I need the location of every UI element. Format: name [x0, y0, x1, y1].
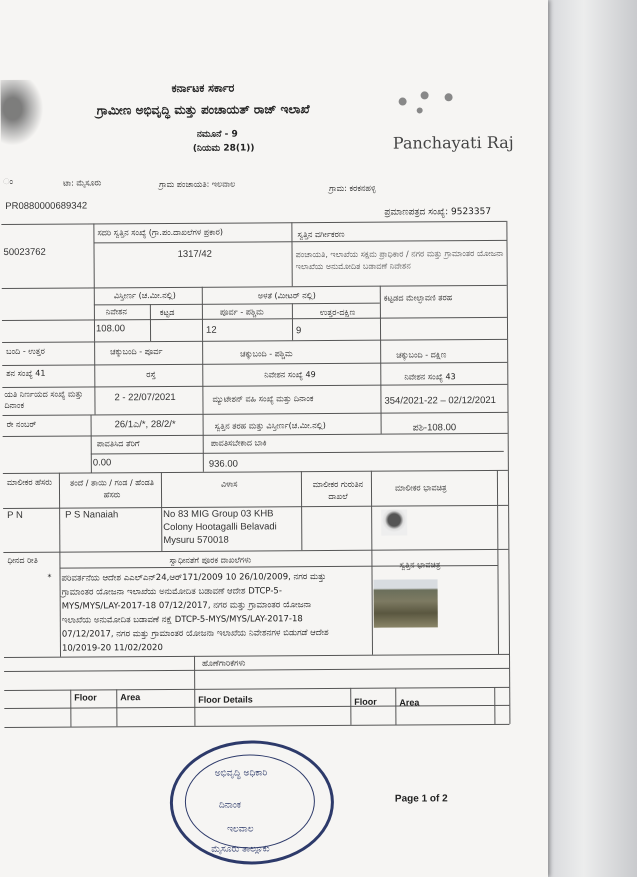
- north-south-label: ಉತ್ತರ-ದಕ್ಷಿಣ: [319, 307, 356, 318]
- dimension-label: ಅಳತೆ (ಮೀಟರ್ ನಲ್ಲಿ): [257, 291, 316, 301]
- west-label: ಚಕ್ಕುಬಂದಿ - ಪಶ್ಚಿಮ: [240, 349, 293, 359]
- address-label: ವಿಳಾಸ: [220, 479, 238, 489]
- paid-tax-value: 0.00: [92, 457, 112, 469]
- govt-title: ಕರ್ನಾಟಕ ಸರ್ಕಾರ: [171, 81, 235, 95]
- mutation-label: ಮ್ಯುಟೇಶನ್ ವಹಿ ಸಂಖ್ಯೆ ಮತ್ತು ದಿನಾಂಕ: [212, 394, 314, 404]
- resolution-label: ಯತಿ ನಿರ್ಣಯದ ಸಂಖ್ಯೆ ಮತ್ತು ದಿನಾಂಕ: [4, 389, 83, 410]
- south-label: ಚಕ್ಕುಬಂದಿ - ದಕ್ಷಿಣ: [396, 350, 447, 360]
- area-header-2: Area: [399, 697, 420, 708]
- seal-date-label: ದಿನಾಂಕ: [218, 800, 242, 811]
- acquisition-mode-label: ಧೀನದ ರೀತಿ: [7, 555, 38, 565]
- karnataka-emblem-icon: [0, 80, 48, 152]
- north-south-value: 9: [295, 325, 302, 337]
- floor-header: Floor: [74, 692, 97, 703]
- property-photo-label: ಸ್ವತ್ತಿನ ಭಾವಚಿತ್ರ: [399, 560, 441, 570]
- property-kind-label: ಸ್ವತ್ತಿನ ತರಹ ಮತ್ತು ವಿಸ್ತೀರ್ಣ(ಚ.ಮೀ.ನಲ್ಲಿ): [214, 421, 326, 431]
- property-kind-value: ಪಶಿ-108.00: [412, 422, 457, 434]
- address-line-2: Colony Hootagalli Belavadi: [163, 521, 277, 534]
- paid-tax-label: ಪಾವತಿಸಿದ ತೆರಿಗೆ: [96, 439, 140, 449]
- doc-line-6: 10/2019-20 11/02/2020: [61, 643, 163, 654]
- due-tax-value: 936.00: [208, 458, 238, 470]
- due-tax-label: ಪಾವತಿಸಬೇಕಾದ ಬಾಕಿ: [210, 438, 267, 448]
- owner-photo-label: ಮಾಲೀಕರ ಭಾವಚಿತ್ರ: [394, 483, 447, 493]
- survey-number: 1317/42: [177, 248, 212, 260]
- supporting-docs-label: ಸ್ವಾಧೀನತೆಗೆ ಪೂರಕ ದಾಖಲೆಗಳು: [169, 555, 252, 565]
- doc-line-5: 07/12/2017, ನಗರ ಮತ್ತು ಗ್ರಾಮಾಂತರ ಯೋಜನಾ ಇಲಾಖೆಯ ನಿವೇಶನಗಳ ಬಿಡುಗಡೆ ಆದೇಶ: [61, 628, 329, 640]
- seal-mid-text: ಇಲವಾಲ: [227, 824, 254, 835]
- doc-line-4: ಇಲಾಖೆಯ ಅನುಮೋದಿತ ಬಡಾವಣೆ ನಕ್ಷೆ DTCP-5-MYS/MYS/LAY-2017-18: [61, 614, 303, 626]
- floor-header-2: Floor: [354, 696, 377, 707]
- east-label: ಚಕ್ಕುಬಂದಿ - ಪೂರ್ವ: [110, 347, 163, 357]
- survey-number-label: ಸದರಿ ಸ್ವತ್ತಿನ ಸಂಖ್ಯೆ (ಗ್ರಾ.ಪಂ.ದಾಖಲೆಗಳ ಪ್ರಕಾರ): [97, 227, 223, 238]
- liabilities-label: ಹೊಣೆಗಾರಿಕೆಗಳು: [202, 658, 246, 668]
- extent-label: ವಿಸ್ತೀರ್ಣ (ಚ.ಮೀ.ನಲ್ಲಿ): [113, 290, 176, 301]
- brand-text: Panchayati Raj: [392, 132, 514, 153]
- owner-name: P N: [7, 509, 23, 521]
- north-label: ಬಂದಿ - ಉತ್ತರ: [6, 346, 45, 356]
- owner-name-label: ಮಾಲೀಕರ ಹೆಸರು: [6, 477, 53, 487]
- relation-name: P S Nanaiah: [65, 509, 119, 521]
- doc-line-3: MYS/MYS/LAY-2017-18 07/12/2017, ನಗರ ಮತ್ತು ಗ್ರಾಮಾಂತರ ಯೋಜನಾ: [61, 600, 312, 612]
- background-desk: [548, 0, 637, 877]
- seal-top-text: ಅಭಿವೃದ್ಧಿ ಅಧಿಕಾರಿ: [214, 768, 268, 779]
- address-line-3: Mysuru 570018: [163, 534, 229, 547]
- doc-line-2: ಗ್ರಾಮಾಂತರ ಯೋಜನಾ ಇಲಾಖೆಯ ಅನುಮೋದಿತ ಬಡಾವಣೆ ಆದೇಶ DTCP-5-: [61, 586, 282, 598]
- survey-ref-label: ರೇ ನಂಬರ್: [6, 419, 37, 429]
- resolution-value: 2 - 22/07/2021: [114, 391, 176, 404]
- page-number: Page 1 of 2: [394, 793, 448, 805]
- site-label: ನಿವೇಶನ: [105, 307, 127, 317]
- south-value: ನಿವೇಶನ ಸಂಖ್ಯೆ 43: [404, 372, 456, 382]
- mutation-value: 354/2021-22 – 02/12/2021: [384, 394, 496, 407]
- floor-details-header: Floor Details: [198, 694, 253, 705]
- building-type-label: ಕಟ್ಟಡದ ಮೇಲ್ಛಾವಣಿ ತರಹ: [383, 293, 453, 303]
- property-photo: [374, 579, 438, 627]
- taluk-short: ಂ: [3, 176, 14, 186]
- address-line-1: No 83 MIG Group 03 KHB: [163, 508, 274, 521]
- classification-label: ಸ್ವತ್ತಿನ ವರ್ಗೀಕರಣ: [297, 229, 345, 240]
- building-label: ಕಟ್ಟಡ: [159, 307, 175, 318]
- doc-line-1: ಪರಿವರ್ತನೆಯ ಆದೇಶ ಎಎಲ್ಎನ್24,ಆರ್171/2009 10 26/10/2009, ನಗರ ಮತ್ತು: [61, 572, 327, 584]
- owner-photo: [381, 510, 407, 536]
- west-value: ನಿವೇಶನ ಸಂಖ್ಯೆ 49: [264, 370, 316, 380]
- owner-id-label: ಮಾಲೀಕರ ಗುರುತಿನ ದಾಖಲೆ: [312, 479, 364, 502]
- panchayati-raj-logo: [387, 85, 537, 124]
- dept-title: ಗ್ರಾಮೀಣ ಅಭಿವೃದ್ಧಿ ಮತ್ತು ಪಂಚಾಯತ್ ರಾಜ್ ಇಲಾಖೆ: [96, 102, 310, 118]
- property-id: PR0880000689342: [5, 200, 88, 212]
- site-area: 108.00: [95, 323, 126, 335]
- north-value: ಶನ ಸಂಖ್ಯೆ 41: [6, 368, 46, 378]
- left-number: 50023762: [3, 246, 46, 258]
- east-west-label: ಪೂರ್ವ - ಪಶ್ಚಿಮ: [219, 307, 264, 317]
- form-number: ನಮೂನೆ - 9: [196, 129, 238, 140]
- rule-number: (ನಿಯಮ 28(1)): [192, 143, 255, 154]
- village-label: ಗ್ರಾಮ: ಕರಕನಹಳ್ಳಿ: [329, 183, 376, 193]
- gram-panchayat-label: ಗ್ರಾಮ ಪಂಚಾಯತಿ: ಇಲವಾಲ: [159, 179, 236, 190]
- classification-value: ಪಂಚಾಯತಿ, ಇಲಾಖೆಯ ಸಕ್ಷಮ ಪ್ರಾಧಿಕಾರ / ನಗರ ಮತ್ತು ಗ್ರಾಮಾಂತರ ಯೋಜನಾ ಇಲಾಖೆಯ ಅನುಮೋದಿತ ಬಡಾವಣೆ ನಿವೇಶನ: [295, 248, 504, 272]
- relation-label: ತಂದೆ / ತಾಯಿ / ಗಂಡ / ಹೆಂಡತಿ ಹೆಸರು: [69, 478, 154, 500]
- seal-bottom-text: ಮೈಸೂರು ತಾಲ್ಲೂಕು: [211, 844, 270, 855]
- bullet-star: *: [47, 572, 52, 582]
- certificate-number: ಪ್ರಮಾಣಪತ್ರದ ಸಂಖ್ಯೆ: 9523357: [384, 207, 492, 218]
- taluk-label: ಟಾ: ಮೈಸೂರು: [63, 178, 102, 188]
- survey-ref-value: 26/1ಎ/*, 28/2/*: [114, 418, 176, 431]
- area-header: Area: [120, 692, 141, 703]
- east-value: ರಸ್ತೆ: [146, 370, 156, 380]
- east-west-value: 12: [205, 324, 217, 336]
